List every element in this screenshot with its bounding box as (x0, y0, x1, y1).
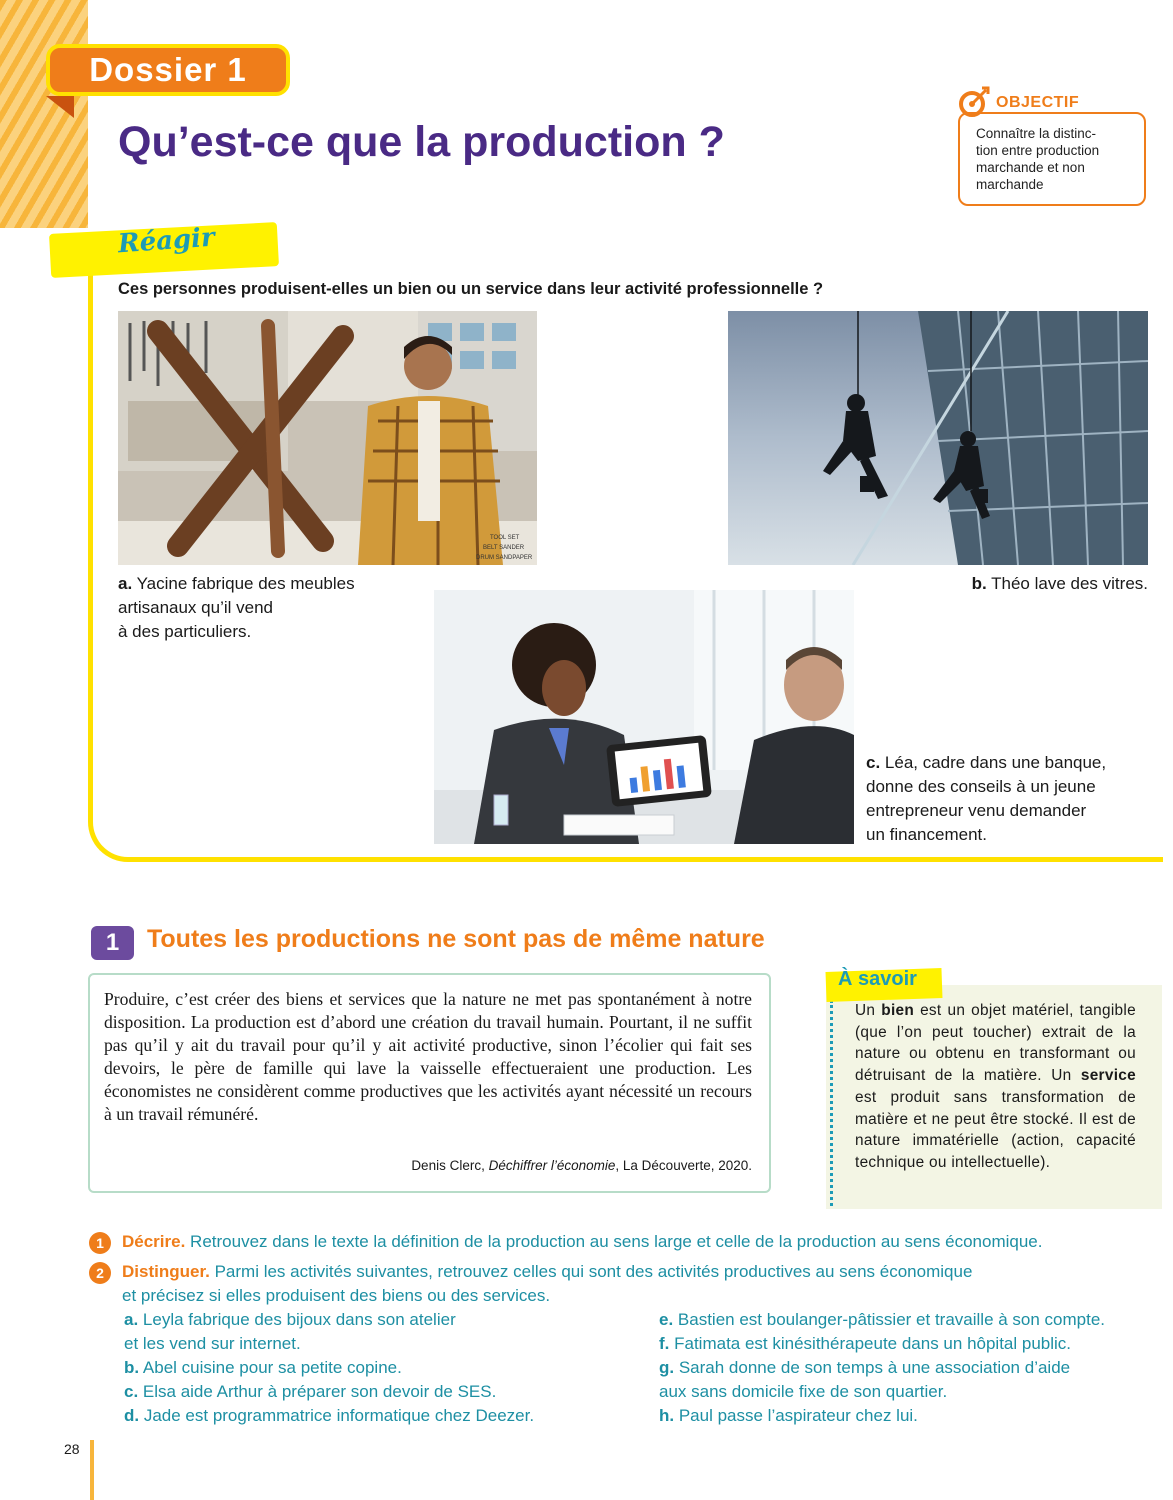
dossier-label: Dossier 1 (89, 51, 247, 88)
item-text: Fatimata est kinésithérapeute dans un hôpital public. (669, 1334, 1072, 1353)
question-verb: Distinguer. (122, 1262, 210, 1281)
caption-letter: b. (971, 574, 987, 593)
question-text: Parmi les activités suivantes, retrouvez celles qui sont des activités productives au sens économique (209, 1262, 973, 1281)
activities-right (659, 1308, 1169, 1428)
question-2 (122, 1260, 1162, 1308)
list-item-cont: aux sans domicile fixe de son quartier. (659, 1382, 948, 1401)
photo-carpenter (118, 311, 537, 565)
list-item (124, 1404, 644, 1428)
item-letter: g. (659, 1358, 675, 1377)
caption-letter: c. (866, 753, 881, 772)
source-title: Déchiffrer l’économie (488, 1158, 616, 1173)
caption-c (866, 751, 1146, 847)
target-icon (957, 85, 991, 119)
page-number: 28 (64, 1441, 80, 1457)
question-1 (122, 1230, 1162, 1254)
question-number: 2 (89, 1262, 111, 1284)
question-verb: Décrire. (122, 1232, 186, 1251)
photo-label-belt-sander: BELT SANDER (483, 545, 525, 551)
document-source (104, 1158, 752, 1173)
item-text: Leyla fabrique des bijoux dans son atelier (138, 1310, 456, 1329)
caption-line: entrepreneur venu demander (866, 801, 1087, 820)
reagir-question: Ces personnes produisent-elles un bien ou un service dans leur activité professionnelle ? (118, 280, 824, 298)
list-item (659, 1308, 1169, 1332)
photo-label-drum-sandpaper: DRUM SANDPAPER (476, 555, 533, 561)
objectif-line: marchande et non (976, 160, 1085, 175)
caption-b (900, 572, 1148, 596)
item-text: Abel cuisine pour sa petite copine. (139, 1358, 402, 1377)
item-text: Sarah donne de son temps à une association d’aide (674, 1358, 1071, 1377)
caption-line: artisanaux qu’il vend (118, 598, 273, 617)
item-letter: c. (124, 1382, 139, 1401)
a-savoir-text (855, 1000, 1136, 1174)
item-letter: f. (659, 1334, 670, 1353)
photo-bank-meeting (434, 590, 854, 844)
question-text: et précisez si elles produisent des biens ou des services. (122, 1286, 551, 1305)
caption-line: Théo lave des vitres. (991, 574, 1148, 593)
item-text: Paul passe l’aspirateur chez lui. (674, 1406, 918, 1425)
list-item (659, 1332, 1169, 1356)
item-letter: d. (124, 1406, 140, 1425)
item-letter: e. (659, 1310, 674, 1329)
list-item-cont: et les vend sur internet. (124, 1334, 301, 1353)
reagir-label: Réagir (117, 222, 216, 260)
photo-window-washers (728, 311, 1148, 565)
savoir-part: est un objet matériel, tangible (que l’on peut toucher) extrait de la nature ou obtenu en transformant ou détruisant de la matière. Un (855, 1002, 1136, 1085)
item-letter: h. (659, 1406, 675, 1425)
page-margin-bar (90, 1440, 94, 1500)
term-bien: bien (881, 1002, 915, 1019)
list-item (124, 1308, 644, 1332)
list-item (659, 1356, 1169, 1380)
a-savoir-dotted-line (830, 1000, 833, 1206)
source-author: Denis Clerc, (411, 1158, 489, 1173)
item-letter: b. (124, 1358, 140, 1377)
savoir-part: est produit sans transformation de matière et ne peut être stocké. Il est de nature immatérielle (action, capacité technique ou intellectuelle). (855, 1088, 1136, 1171)
term-service: service (1080, 1067, 1136, 1085)
item-text: Jade est programmatrice informatique chez Deezer. (139, 1406, 535, 1425)
objectif-label: OBJECTIF (990, 94, 1085, 112)
item-text: Elsa aide Arthur à préparer son devoir de SES. (138, 1382, 497, 1401)
page-title: Qu’est-ce que la production ? (118, 118, 725, 166)
objectif-line: Connaître la distinc- (976, 126, 1097, 141)
a-savoir-label: À savoir (838, 968, 917, 990)
section-title: Toutes les productions ne sont pas de même nature (147, 925, 765, 953)
item-text: Bastien est boulanger-pâtissier et travaille à son compte. (673, 1310, 1106, 1329)
caption-line: Yacine fabrique des meubles (136, 574, 355, 593)
dossier-tab-fold (46, 96, 74, 118)
source-publisher: , La Découverte, 2020. (615, 1158, 752, 1173)
list-item (124, 1380, 644, 1404)
list-item (659, 1404, 1169, 1428)
caption-letter: a. (118, 574, 133, 593)
objectif-text (976, 125, 1140, 193)
item-letter: a. (124, 1310, 139, 1329)
objectif-line: tion entre production (976, 143, 1100, 158)
dossier-tab (46, 44, 290, 96)
question-number: 1 (89, 1232, 111, 1254)
objectif-line: marchande (976, 177, 1044, 192)
activities-left (124, 1308, 644, 1428)
corner-stripes (0, 0, 88, 228)
caption-line: Léa, cadre dans une banque, (884, 753, 1107, 772)
caption-line: un financement. (866, 825, 987, 844)
section-number: 1 (91, 926, 134, 960)
caption-line: à des particuliers. (118, 622, 252, 641)
caption-line: donne des conseils à un jeune (866, 777, 1096, 796)
photo-label-toolset: TOOL SET (490, 535, 520, 541)
document-text: Produire, c’est créer des biens et services que la nature ne met pas spontanément à notre disposition. La production est d’abord une création du travail humain. Pourtant, il ne suffit pas qu’il y ait du travail pour qu’il y ait activité productive, sinon l’écolier qui fait ses devoirs, le père de famille qui lave la vaisselle effectueraient une production. Les économistes ne considèrent comme productives que les activités ayant nécessité un recours à un travail rémunéré. (104, 989, 752, 1124)
caption-a (118, 572, 418, 644)
question-text: Retrouvez dans le texte la définition de la production au sens large et celle de la production au sens économique. (185, 1232, 1043, 1251)
savoir-part: Un (855, 1002, 882, 1019)
list-item (124, 1356, 644, 1380)
